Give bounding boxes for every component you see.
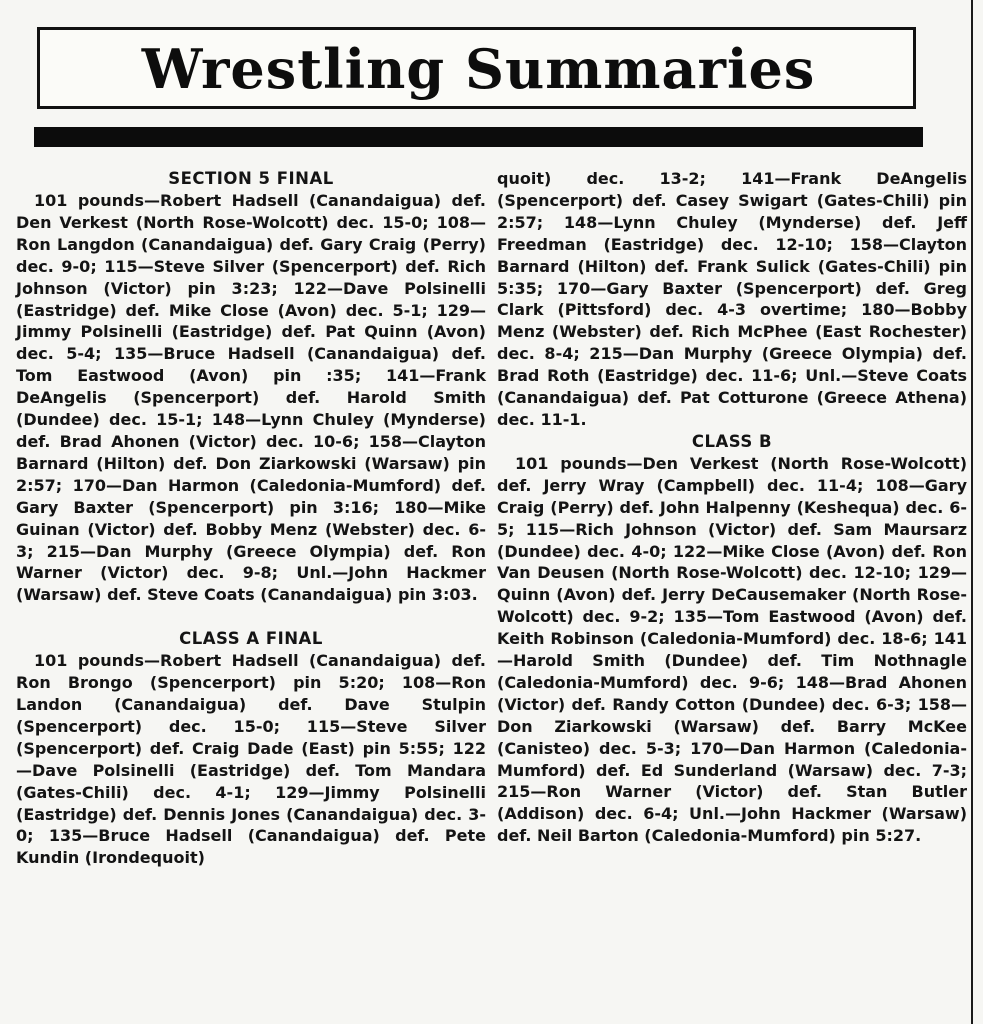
left-column	[16, 168, 486, 869]
classA-heading: CLASS A FINAL	[179, 629, 323, 649]
headline-box	[37, 27, 916, 109]
headline: Wrestling Summaries	[141, 37, 816, 101]
right-column	[497, 168, 967, 847]
section5-heading: SECTION 5 FINAL	[168, 169, 334, 188]
headline-bar	[34, 127, 923, 147]
classB-results: 101 pounds—Den Verkest (North Rose-Wolcott) def. Jerry Wray (Campbell) dec. 11-4; 108—Gary Craig (Perry) def. John Halpenny (Keshequa) dec. 6-5; 115—Rich Johnson (Victor) def. Sam Maursarz (Dundee) dec. 4-0; 122—Mike Close (Avon) def. Ron Van Deusen (North Rose-Wolcott) dec. 12-10; 129—Quinn (Avon) def. Jerry DeCausemaker (North Rose-Wolcott) dec. 9-2; 135—Tom Eastwood (Avon) def. Keith Robinson (Caledonia-Mumford) dec. 18-6; 141—Harold Smith (Dundee) def. Tim Nothnagle (Caledonia-Mumford) dec. 9-6; 148—Brad Ahonen (Victor) def. Randy Cotton (Dundee) dec. 6-3; 158—Don Ziarkowski (Warsaw) def. Barry McKee (Canisteo) dec. 5-3; 170—Dan Harmon (Caledonia-Mumford) def. Ed Sunderland (Warsaw) dec. 7-3; 215—Ron Warner (Victor) def. Stan Butler (Addison) dec. 6-4; Unl.—John Hackmer (Warsaw) def. Neil Barton (Caledonia-Mumford) pin 5:27.	[497, 453, 967, 846]
classA-results-continued: quoit) dec. 13-2; 141—Frank DeAngelis (Spencerport) def. Casey Swigart (Gates-Chili) pin 2:57; 148—Lynn Chuley (Mynderse) def. Jeff Freedman (Eastridge) dec. 12-10; 158—Clayton Barnard (Hilton) def. Frank Sulick (Gates-Chili) pin 5:35; 170—Gary Baxter (Spencerport) def. Greg Clark (Pittsford) dec. 4-3 overtime; 180—Bobby Menz (Webster) def. Rich McPhee (East Rochester) dec. 8-4; 215—Dan Murphy (Greece Olympia) def. Brad Roth (Eastridge) dec. 11-6; Unl.—Steve Coats (Canandaigua) def. Pat Cotturone (Greece Athena) dec. 11-1.	[497, 169, 967, 429]
classB-heading: CLASS B	[691, 431, 773, 451]
column-rule	[971, 0, 973, 1024]
classA-results: 101 pounds—Robert Hadsell (Canandaigua) def. Ron Brongo (Spencerport) pin 5:20; 108—Ron Landon (Canandaigua) def. Dave Stulpin (Spencerport) dec. 15-0; 115—Steve Silver (Spencerport) def. Craig Dade (East) pin 5:55; 122—Dave Polsinelli (Eastridge) def. Tom Mandara (Gates-Chili) dec. 4-1; 129—Jimmy Polsinelli (Eastridge) def. Dennis Jones (Canandaigua) dec. 3-0; 135—Bruce Hadsell (Canandaigua) def. Pete Kundin (Irondequoit)	[16, 651, 486, 868]
section5-results: 101 pounds—Robert Hadsell (Canandaigua) def. Den Verkest (North Rose-Wolcott) dec. 15-0; 108—Ron Langdon (Canandaigua) def. Gary Craig (Perry) dec. 9-0; 115—Steve Silver (Spencerport) def. Rich Johnson (Victor) pin 3:23; 122—Dave Polsinelli (Eastridge) def. Mike Close (Avon) dec. 5-1; 129—Jimmy Polsinelli (Eastridge) def. Pat Quinn (Avon) dec. 5-4; 135—Bruce Hadsell (Canandaigua) def. Tom Eastwood (Avon) pin :35; 141—Frank DeAngelis (Spencerport) def. Harold Smith (Dundee) dec. 15-1; 148—Lynn Chuley (Mynderse) def. Brad Ahonen (Victor) dec. 10-6; 158—Clayton Barnard (Hilton) def. Don Ziarkowski (Warsaw) pin 2:57; 170—Dan Harmon (Caledonia-Mumford) def. Gary Baxter (Spencerport) pin 3:16; 180—Mike Guinan (Victor) def. Bobby Menz (Webster) dec. 6-3; 215—Dan Murphy (Greece Olympia) def. Ron Warner (Victor) dec. 9-8; Unl.—John Hackmer (Warsaw) def. Steve Coats (Canandaigua) pin 3:03.	[16, 191, 486, 605]
section-gap	[16, 606, 486, 628]
